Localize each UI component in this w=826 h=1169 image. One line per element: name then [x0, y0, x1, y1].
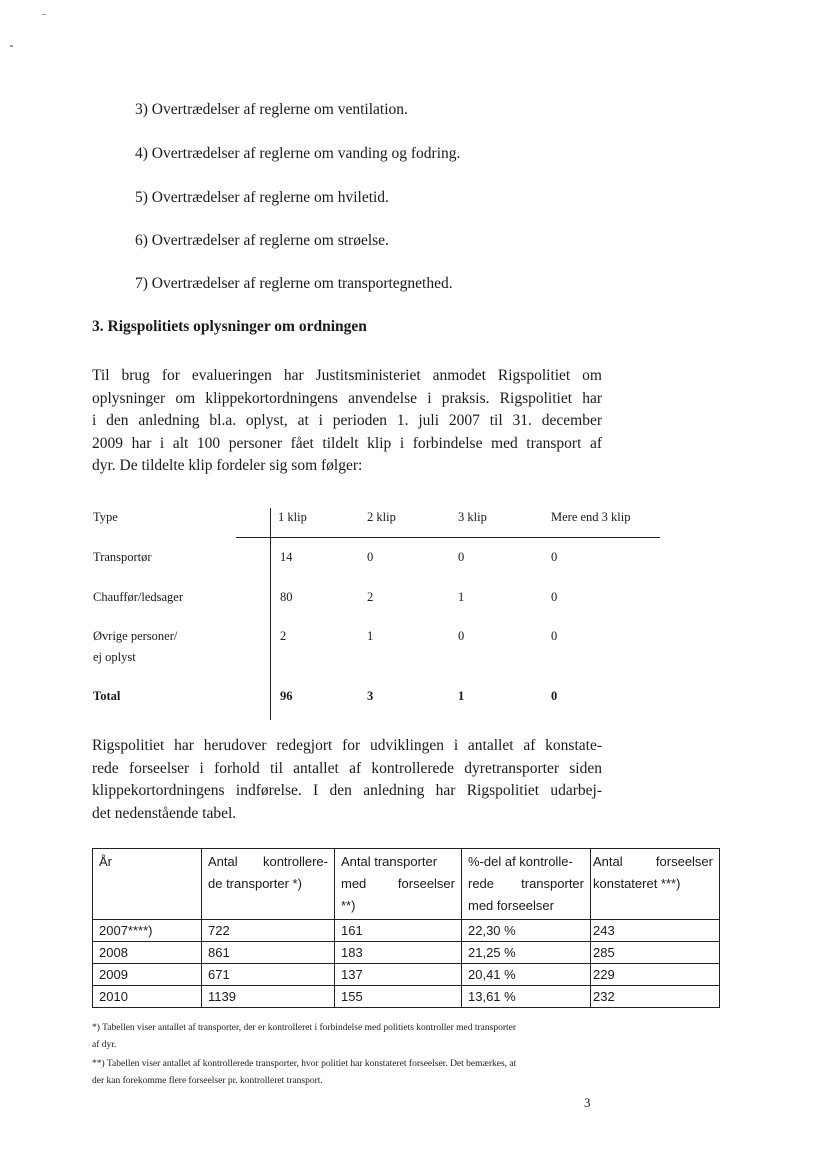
table-cell: 22,30 % [462, 920, 591, 942]
column-header: Type [93, 510, 118, 524]
list-item: 3) Overtrædelser af reglerne om ventilation. [135, 101, 408, 118]
paragraph-line: Rigspolitiet har herudover redegjort for udviklingen i antallet af konstate- [92, 737, 602, 754]
table-cell: 155 [335, 986, 462, 1008]
footnote: der kan forekomme flere forseelser pr. kontrolleret transport. [92, 1076, 323, 1086]
table-cell: 232 [591, 986, 720, 1008]
table-cell: 0 [551, 590, 558, 604]
total-cell: 1 [458, 689, 465, 703]
table-cell: 2008 [93, 942, 202, 964]
table-cell: 21,25 % [462, 942, 591, 964]
total-cell: 3 [367, 689, 374, 703]
footnote: **) Tabellen viser antallet af kontrollerede transporter, hvor politiet har konstateret forseelser. Det bemærkes, at [92, 1059, 517, 1069]
table-cell: 2009 [93, 964, 202, 986]
column-header: %-del af kontrolle- rede transporter med forseelser [462, 849, 591, 920]
paragraph-development [92, 735, 602, 825]
transport-table [92, 848, 720, 1008]
list-item: 4) Overtrædelser af reglerne om vanding og fodring. [135, 145, 461, 162]
table-cell: 80 [280, 590, 293, 604]
row-label-continued: ej oplyst [93, 650, 136, 664]
paragraph-line: dyr. De tildelte klip fordeler sig som følger: [92, 457, 363, 474]
table-cell: 861 [202, 942, 335, 964]
table-rule [270, 508, 271, 720]
column-header: 1 klip [278, 510, 307, 524]
table-cell: 1139 [202, 986, 335, 1008]
table-cell: 0 [551, 550, 558, 564]
list-item: 6) Overtrædelser af reglerne om strøelse. [135, 232, 389, 249]
paragraph-line: Til brug for evalueringen har Justitsministeriet anmodet Rigspolitiet om [92, 367, 602, 384]
column-header: Mere end 3 klip [551, 510, 631, 524]
table-cell: 2 [280, 629, 287, 643]
table-cell: 14 [280, 550, 293, 564]
footnote: af dyr. [92, 1040, 117, 1050]
table-cell: 671 [202, 964, 335, 986]
table-cell: 243 [591, 920, 720, 942]
table-cell: 183 [335, 942, 462, 964]
column-header: Antal transporter med forseelser **) [335, 849, 462, 920]
scan-speck [10, 45, 13, 47]
table-row [93, 920, 720, 942]
table-cell: 229 [591, 964, 720, 986]
table-cell: 722 [202, 920, 335, 942]
paragraph-line: det nedenstående tabel. [92, 804, 237, 822]
paragraph-line: klippekortordningens indførelse. I den anledning har Rigspolitiet udarbej- [92, 782, 602, 799]
paragraph-line: rede forseelser i forhold til antallet af kontrollerede dyretransporter siden [92, 759, 602, 777]
column-header: 3 klip [458, 510, 487, 524]
page-number: 3 [584, 1095, 591, 1110]
table-header-row [93, 849, 720, 920]
table-row [93, 942, 720, 964]
column-header: År [93, 849, 202, 920]
section-heading: 3. Rigspolitiets oplysninger om ordningen [92, 318, 367, 335]
table-cell: 2007****) [93, 920, 202, 942]
total-label: Total [93, 689, 121, 703]
list-item: 7) Overtrædelser af reglerne om transportegnethed. [135, 275, 453, 292]
footnote: *) Tabellen viser antallet af transporter, der er kontrolleret i forbindelse med politiets kontroller med transporter [92, 1023, 517, 1033]
paragraph-line: oplysninger om klippekortordningens anvendelse i praksis. Rigspolitiet har [92, 389, 602, 407]
table-cell: 2 [367, 590, 374, 604]
column-header: 2 klip [367, 510, 396, 524]
list-item: 5) Overtrædelser af reglerne om hviletid. [135, 189, 389, 206]
column-header: Antal kontrollere- de transporter *) [202, 849, 335, 920]
row-label: Chauffør/ledsager [93, 590, 184, 604]
table-row [93, 964, 720, 986]
table-cell: 0 [367, 550, 374, 564]
table-row [93, 986, 720, 1008]
table-cell: 0 [551, 629, 558, 643]
row-label: Øvrige personer/ [93, 629, 178, 643]
row-label: Transportør [93, 550, 152, 564]
total-cell: 96 [280, 689, 293, 703]
table-rule [236, 537, 660, 538]
paragraph-intro [92, 365, 602, 478]
table-cell: 20,41 % [462, 964, 591, 986]
table-cell: 161 [335, 920, 462, 942]
paragraph-line: i den anledning bl.a. oplyst, at i perioden 1. juli 2007 til 31. december [92, 412, 602, 429]
table-cell: 13,61 % [462, 986, 591, 1008]
table-cell: 0 [458, 629, 465, 643]
table-cell: 2010 [93, 986, 202, 1008]
table-cell: 1 [458, 590, 465, 604]
table-cell: 285 [591, 942, 720, 964]
column-header: Antal forseelser konstateret ***) [591, 849, 720, 920]
table-cell: 1 [367, 629, 374, 643]
table-cell: 0 [458, 550, 465, 564]
total-cell: 0 [551, 689, 558, 703]
scan-speck [42, 14, 46, 15]
paragraph-line: 2009 har i alt 100 personer fået tildelt klip i forbindelse med transport af [92, 434, 602, 452]
table-cell: 137 [335, 964, 462, 986]
